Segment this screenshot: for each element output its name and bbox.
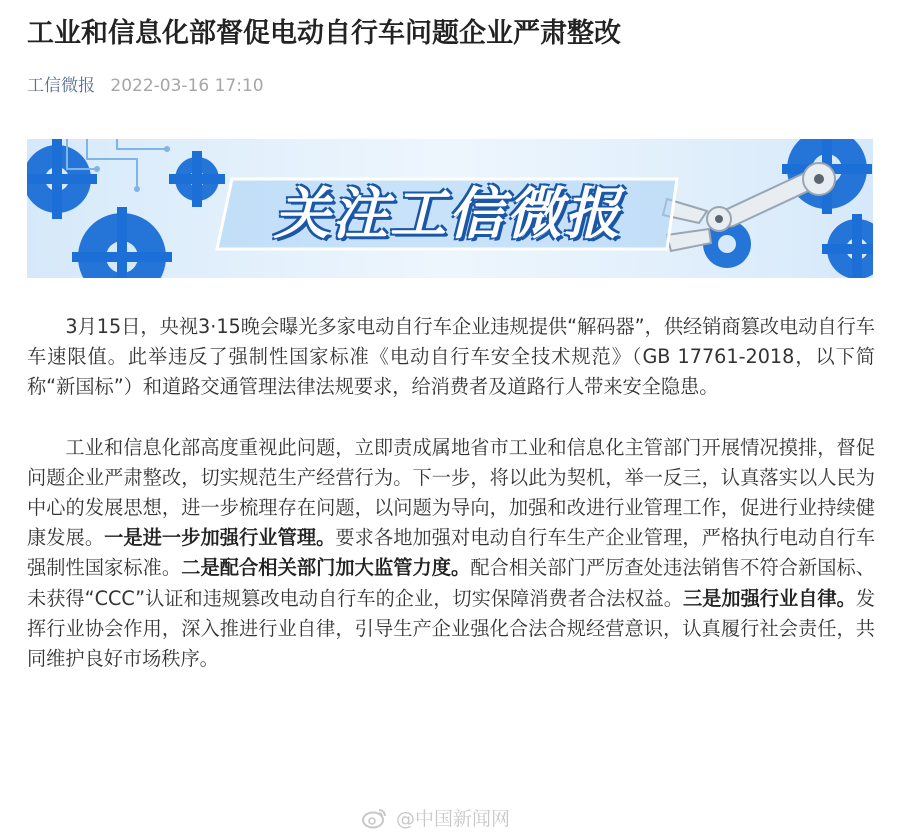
article-meta (27, 72, 264, 100)
account-link[interactable]: 工信微报 (27, 76, 95, 96)
point-1-text: 要求各地加强对电动自行车生产企业管理，严格执行电动自行车强制性国家标准。 (27, 526, 876, 580)
paragraph-2 (27, 433, 875, 675)
point-2-text: 配合相关部门严厉查处违法销售不符合新国标、未获得“CCC”认证和违规篡改电动自行车的企业，切实保障消费者合法权益。 (27, 556, 876, 610)
point-3-heading: 三是加强行业自律。 (682, 586, 856, 610)
weibo-icon (362, 807, 388, 829)
article-body (27, 312, 875, 674)
point-2-heading: 二是配合相关部门加大监管力度。 (181, 556, 471, 580)
publish-time: 2022-03-16 17:10 (110, 76, 264, 96)
banner-image (27, 139, 873, 278)
point-3-text: 发挥行业协会作用，深入推进行业自律，引导生产企业强化合法合规经营意识，认真履行社会责任，共同维护良好市场秩序。 (27, 586, 876, 671)
article-title: 工业和信息化部督促电动自行车问题企业严肃整改 (27, 18, 621, 49)
point-1-heading: 一是进一步加强行业管理。 (104, 526, 336, 550)
banner-text: 关注工信微报 (274, 182, 622, 247)
watermark-text: @中国新闻网 (396, 808, 511, 830)
paragraph-2-intro: 工业和信息化部高度重视此问题，立即责成属地省市工业和信息化主管部门开展情况摸排，督促问题企业严肃整改，切实规范生产经营行为。下一步，将以此为契机，举一反三，认真落实以人民为中心的发展思想，进一步梳理存在问题，以问题为导向，加强和改进行业管理工作，促进行业持续健康发展。 (27, 435, 875, 550)
paragraph-1: 3月15日，央视3·15晚会曝光多家电动自行车企业违规提供“解码器”，供经销商篡改电动自行车车速限值。此举违反了强制性国家标准《电动自行车安全技术规范》（GB 17761-2018，以下简称“新国标”）和道路交通管理法律法规要求，给消费者及道路行人带来安全隐患。 (27, 315, 875, 399)
watermark (362, 804, 510, 831)
